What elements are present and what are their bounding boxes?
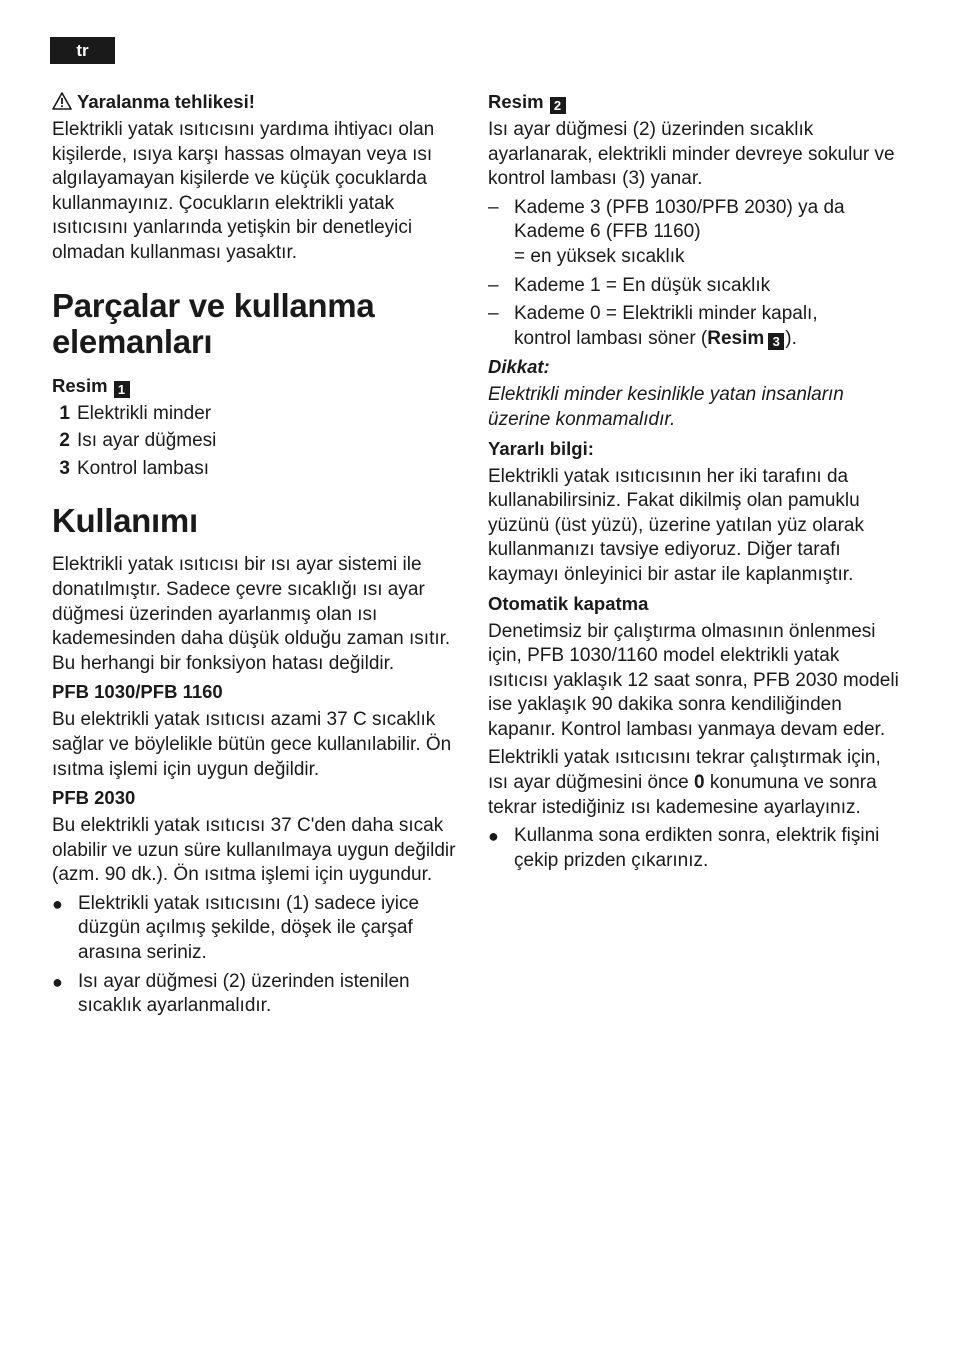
dash-line-end: ). [785, 327, 797, 349]
restart-text-pre: Elektrikli yatak ısıtıcısını tekrar çalıştırmak için, ısı ayar düğmesini önce [488, 747, 881, 794]
model-2-heading: PFB 2030 [52, 787, 136, 809]
usage-text: Elektrikli yatak ısıtıcısı bir ısı ayar sistemi ile donatılmıştır. Sadece çevre sıcaklığı ısı ayar düğmesi üzerinden ayarlanmış olan ısı kademesinden daha düşük olduğu zaman ısıtır. Bu herhangi bir fonksiyon hatası değildir. [52, 554, 451, 674]
bullet-item [52, 970, 464, 1019]
model-1-text: Bu elektrikli yatak ısıtıcısı azami 37 C sıcaklık sağlar ve böylelikle bütün gece kullanılabilir. Ön ısıtma işlemi için uygun değildir. [52, 709, 452, 780]
restart-text-post: konumuna ve sonra tekrar istediğiniz ısı kademesine ayarlayınız. [488, 772, 877, 818]
auto-off-text: Denetimsiz bir çalıştırma olmasının önlenmesi için, PFB 1030/1160 model elektrikli yatak ısıtıcısı yaklaşık 12 saat sonra, PFB 2030 modeli ise yaklaşık 90 dakika sonra kendiliğinden kapanır. Kontrol lambası yanmaya devam eder. [488, 620, 899, 740]
dash-line: Kademe 6 (FFB 1160) [514, 221, 701, 243]
caution-text: Elektrikli minder kesinlikle yatan insanların üzerine konmamalıdır. [488, 384, 844, 430]
bullet-text: Kullanma sona erdikten sonra, elektrik fişini çekip prizden çıkarınız. [514, 825, 880, 871]
part-number: 1 [59, 402, 70, 424]
bullet-text: Elektrikli yatak ısıtıcısını (1) sadece iyice düzgün açılmış şekilde, döşek ile çarşaf arasına seriniz. [78, 892, 420, 964]
warning-heading [52, 90, 464, 114]
section-title-parts: Parçalar ve kullanma elemanları [52, 286, 375, 360]
warning-triangle-icon [52, 92, 72, 110]
intro-text: Isı ayar düğmesi (2) üzerinden sıcaklık ayarlanarak, elektrikli minder devreye sokulur ve kontrol lambası (3) yanar. [488, 119, 895, 190]
warning-title: Yaralanma tehlikesi! [77, 91, 255, 112]
figure-ref-label: Resim [707, 327, 765, 349]
part-label: Kontrol lambası [77, 457, 210, 479]
bullet-icon: ● [488, 826, 499, 847]
right-column [488, 90, 902, 877]
figure-1-caption [52, 374, 464, 398]
parts-list [52, 402, 464, 482]
auto-off-heading: Otomatik kapatma [488, 592, 649, 614]
bullet-item [52, 892, 464, 966]
section-title-usage: Kullanımı [52, 502, 198, 540]
bullet-text: Isı ayar düğmesi (2) üzerinden istenilen sıcaklık ayarlanmalıdır. [78, 970, 410, 1017]
figure-number-badge: 2 [550, 97, 566, 114]
bullet-icon: ● [52, 893, 63, 914]
language-tab: tr [50, 37, 115, 64]
dash-text [514, 302, 818, 351]
dash-text [514, 196, 845, 270]
info-text: Elektrikli yatak ısıtıcısının her iki tarafını da kullanabilirsiniz. Fakat dikilmiş olan pamuklu yüzünü (üst yüzü), üzerine yatılan yüz olarak kullanmanızı tavsiye ediyoruz. Diğer tarafı kaymayı önleyinici bir astar ile kaplanmıştır. [488, 465, 864, 585]
part-number: 3 [59, 457, 70, 479]
figure-label: Resim [52, 374, 108, 396]
dash-marker: – [488, 274, 499, 296]
list-item [52, 402, 464, 427]
dash-line: = en yüksek sıcaklık [514, 245, 685, 267]
dash-item [488, 196, 902, 270]
figure-number-badge: 3 [768, 333, 784, 350]
bullet-icon: ● [52, 971, 63, 992]
dash-marker: – [488, 303, 499, 325]
info-heading: Yararlı bilgi: [488, 437, 594, 459]
dash-marker: – [488, 196, 499, 218]
part-label: Elektrikli minder [77, 402, 212, 424]
model-1-heading: PFB 1030/PFB 1160 [52, 681, 223, 703]
left-column [52, 90, 464, 1023]
dash-text: Kademe 1 = En düşük sıcaklık [514, 274, 771, 296]
figure-number-badge: 1 [114, 381, 130, 398]
dash-item [488, 274, 902, 299]
restart-position: 0 [693, 772, 705, 794]
dash-item [488, 302, 902, 351]
bullet-item [488, 824, 902, 873]
list-item [52, 457, 464, 482]
warning-text: Elektrikli yatak ısıtıcısını yardıma ihtiyacı olan kişilerde, ısıya karşı hassas olmayan veya ısı algılayamayan kişilerde ve küçük çocuklarda kullanmayınız. Çocukların elektrikli yatak ısıtıcısını yanlarında yetişkin bir denetleyici olmadan kullanması yasaktır. [52, 119, 435, 263]
figure-label: Resim [488, 91, 544, 112]
figure-2-caption [488, 90, 902, 114]
dash-line: kontrol lambası söner ( [514, 327, 708, 349]
dash-line: Kademe 0 = Elektrikli minder kapalı, [514, 303, 818, 325]
list-item [52, 429, 464, 454]
dash-line: Kademe 3 (PFB 1030/PFB 2030) ya da [514, 196, 845, 218]
model-2-text: Bu elektrikli yatak ısıtıcısı 37 C'den daha sıcak olabilir ve uzun süre kullanılmaya uygun değildir (azm. 90 dk.). Ön ısıtma işlemi için uygundur. [52, 815, 456, 886]
part-label: Isı ayar düğmesi [77, 430, 217, 452]
part-number: 2 [59, 430, 70, 452]
caution-heading: Dikkat: [488, 356, 550, 378]
restart-text [488, 746, 902, 820]
